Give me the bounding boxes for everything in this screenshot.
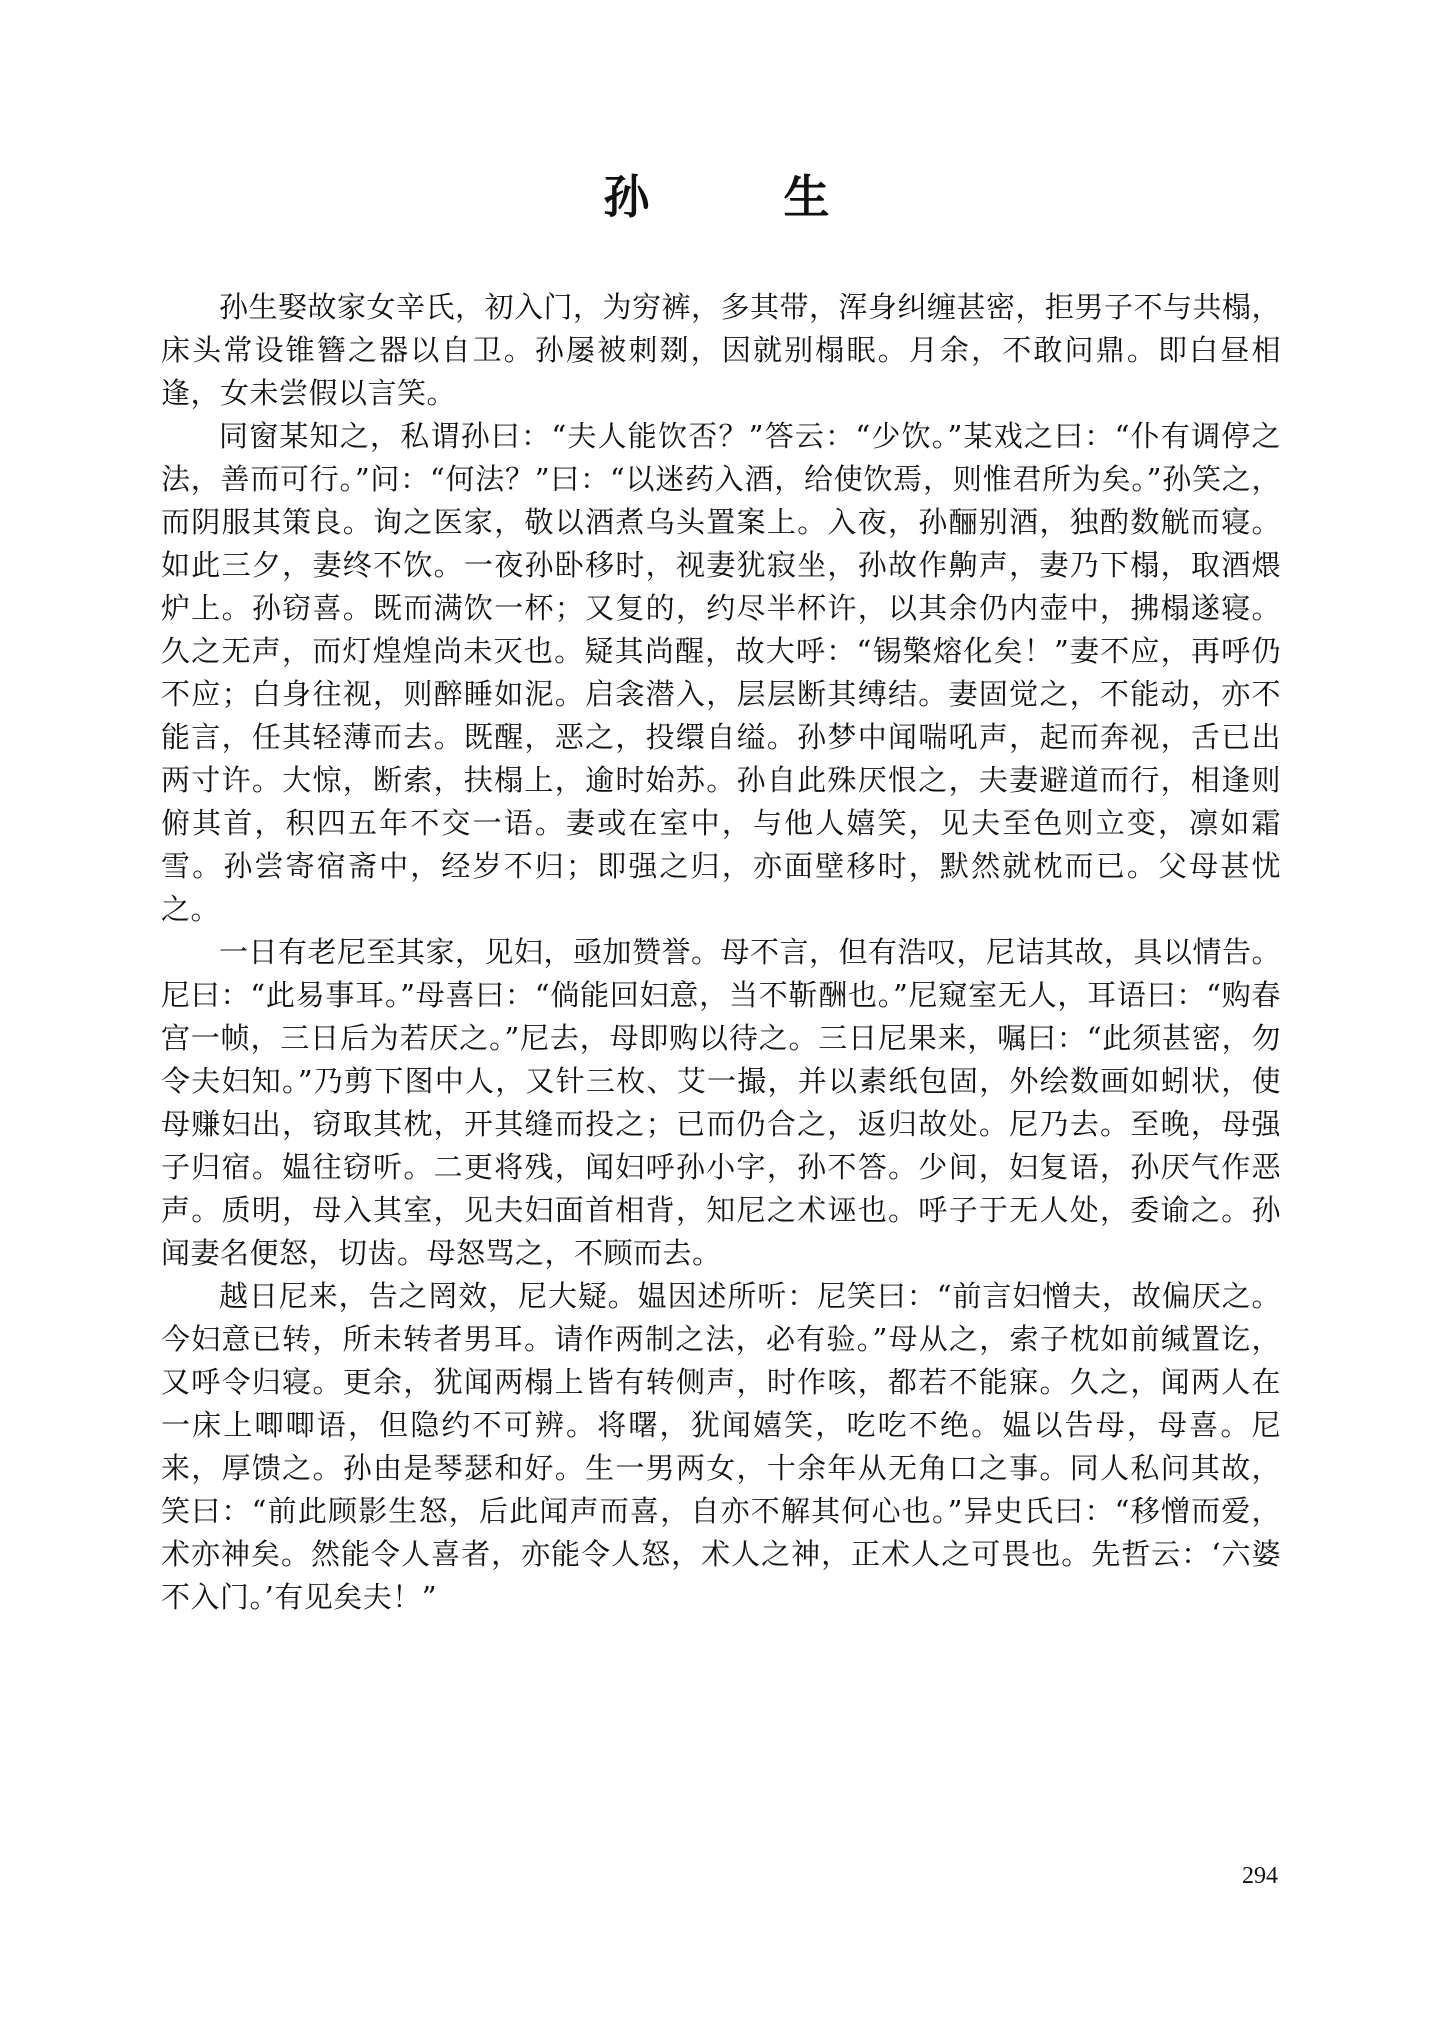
page-number: 294 — [1242, 1863, 1278, 1889]
paragraph-1: 孙生娶故家女辛氏，初入门，为穷裤，多其带，浑身纠缠甚密，拒男子不与共榻，床头常设锥簪之器以自卫。孙屡被刺剟，因就别榻眠。月余，不敢问鼎。即白昼相逢，女未尝假以言笑。 — [161, 290, 1282, 410]
body-text — [161, 286, 1281, 1619]
paragraph-2: 同窗某知之，私谓孙曰：“夫人能饮否？”答云：“少饮。”某戏之曰：“仆有调停之法，善而可行。”问：“何法？”曰：“以迷药入酒，给使饮焉，则惟君所为矣。”孙笑之，而阴服其策良。询之医家，敬以酒煮乌头置案上。入夜，孙酾别酒，独酌数觥而寝。如此三夕，妻终不饮。一夜孙卧移时，视妻犹寂坐，孙故作齁声，妻乃下榻，取酒煨炉上。孙窃喜。既而满饮一杯；又复的，约尽半杯许，以其余仍内壶中，拂榻遂寝。久之无声，而灯煌煌尚未灭也。疑其尚醒，故大呼：“锡檠熔化矣！”妻不应，再呼仍不应；白身往视，则醉睡如泥。启衾潜入，层层断其缚结。妻固觉之，不能动，亦不能言，任其轻薄而去。既醒，恶之，投缳自缢。孙梦中闻喘吼声，起而奔视，舌已出两寸许。大惊，断索，扶榻上，逾时始苏。孙自此殊厌恨之，夫妻避道而行，相逢则俯其首，积四五年不交一语。妻或在室中，与他人嬉笑，见夫至色则立变，凛如霜雪。孙尝寄宿斋中，经岁不归；即强之归，亦面壁移时，默然就枕而已。父母甚忧之。 — [161, 419, 1281, 926]
paragraph-3: 一日有老尼至其家，见妇，亟加赞誉。母不言，但有浩叹，尼诘其故，具以情告。尼曰：“此易事耳。”母喜曰：“倘能回妇意，当不靳酬也。”尼窥室无人，耳语曰：“购春宫一帧，三日后为若厌之。”尼去，母即购以待之。三日尼果来，嘱曰：“此须甚密，勿令夫妇知。”乃剪下图中人，又针三枚、艾一撮，并以素纸包固，外绘数画如蚓状，使母赚妇出，窃取其枕，开其缝而投之；已而仍合之，返归故处。尼乃去。至晚，母强子归宿。媪往窃听。二更将残，闻妇呼孙小字，孙不答。少间，妇复语，孙厌气作恶声。质明，母入其室，见夫妇面首相背，知尼之术诬也。呼子于无人处，委谕之。孙闻妻名便怒，切齿。母怒骂之，不顾而去。 — [161, 935, 1282, 1270]
page-title: 孙 生 — [603, 170, 874, 224]
paragraph-4: 越日尼来，告之罔效，尼大疑。媪因述所听：尼笑曰：“前言妇憎夫，故偏厌之。今妇意已转，所未转者男耳。请作两制之法，必有验。”母从之，索子枕如前缄置讫，又呼令归寝。更余，犹闻两榻上皆有转侧声，时作咳，都若不能寐。久之，闻两人在一床上唧唧语，但隐约不可辨。将曙，犹闻嬉笑，吃吃不绝。媪以告母，母喜。尼来，厚馈之。孙由是琴瑟和好。生一男两女，十余年从无角口之事。同人私问其故，笑曰：“前此顾影生怒，后此闻声而喜，自亦不解其何心也。”异史氏曰：“移憎而爱，术亦神矣。然能令人喜者，亦能令人怒，术人之神，正术人之可畏也。先哲云：‘六婆不入门。’有见矣夫！” — [161, 1279, 1281, 1614]
